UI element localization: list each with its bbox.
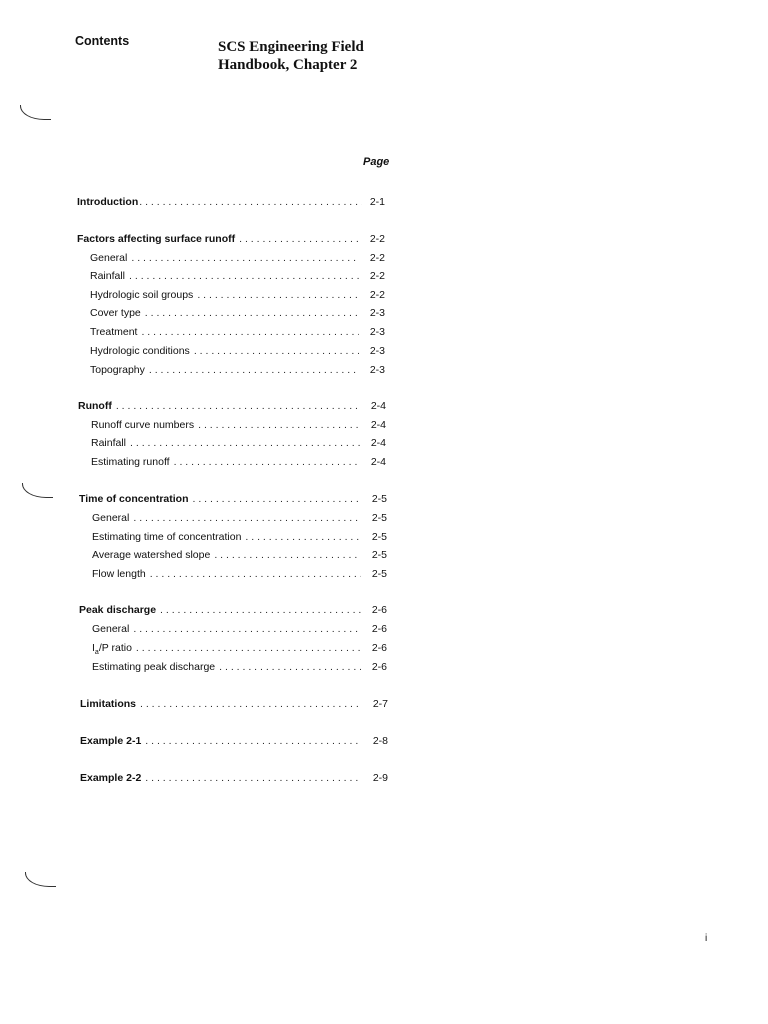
toc-entry-label: Hydrologic soil groups — [90, 289, 194, 301]
toc-entry-page: 2-5 — [371, 549, 387, 561]
toc-subsection-row — [92, 641, 387, 655]
page-folio: i — [705, 933, 708, 944]
dot-leader — [219, 660, 361, 674]
toc-entry-page: 2-1 — [369, 196, 385, 208]
dot-leader — [116, 399, 360, 413]
document-title-line-2: Handbook, Chapter 2 — [218, 57, 358, 73]
toc-subsection-row — [92, 511, 387, 525]
dot-leader — [149, 363, 359, 377]
dot-leader — [145, 771, 362, 785]
dot-leader — [245, 530, 361, 544]
toc-subsection-row — [92, 530, 387, 544]
toc-entry-page: 2-9 — [372, 772, 388, 784]
toc-entry-label: Cover type — [90, 307, 141, 319]
dot-leader — [130, 436, 360, 450]
toc-section-row — [79, 492, 387, 506]
toc-entry-page: 2-3 — [369, 326, 385, 338]
toc-subsection-row — [91, 455, 386, 469]
toc-entry-label: Estimating time of concentration — [92, 531, 242, 543]
toc-entry-page: 2-3 — [369, 307, 385, 319]
toc-entry-label: Hydrologic conditions — [90, 345, 190, 357]
toc-entry-label: General — [92, 512, 130, 524]
toc-subsection-row — [90, 306, 385, 320]
toc-entry-page: 2-8 — [372, 735, 388, 747]
dot-leader — [131, 251, 359, 265]
toc-subsection-row — [90, 344, 385, 358]
toc-entry-label: General — [92, 623, 130, 635]
dot-leader — [145, 734, 362, 748]
dot-leader — [239, 232, 359, 246]
toc-entry-label: Estimating peak discharge — [92, 661, 216, 673]
toc-entry-label: General — [90, 252, 128, 264]
toc-entry-label: Estimating runoff — [91, 456, 170, 468]
toc-entry-page: 2-4 — [370, 419, 386, 431]
toc-section-row — [80, 734, 388, 748]
dot-leader — [214, 548, 361, 562]
dot-leader — [145, 306, 359, 320]
dot-leader — [194, 344, 359, 358]
toc-entry-label: Limitations — [80, 698, 137, 710]
toc-entry-label: Topography — [90, 364, 145, 376]
dot-leader — [136, 641, 361, 655]
toc-subsection-row — [92, 567, 387, 581]
toc-entry-label: Flow length — [92, 568, 146, 580]
toc-entry-label: Runoff — [78, 400, 112, 412]
toc-entry-page: 2-5 — [371, 568, 387, 580]
dot-leader — [141, 325, 359, 339]
dot-leader — [150, 567, 361, 581]
toc-entry-label: Introduction — [77, 196, 139, 208]
toc-subsection-row — [90, 325, 385, 339]
toc-entry-label: Average watershed slope — [92, 549, 211, 561]
toc-subsection-row — [92, 622, 387, 636]
toc-entry-label: $I_a/P$ ratio — [92, 642, 132, 657]
toc-entry-label: Example 2-2 — [80, 772, 142, 784]
toc-entry-page: 2-2 — [369, 233, 385, 245]
toc-subsection-row — [90, 363, 385, 377]
contents-label: Contents — [75, 34, 130, 48]
toc-entry-page: 2-6 — [371, 642, 387, 654]
dot-leader — [197, 288, 359, 302]
toc-subsection-row — [92, 548, 387, 562]
toc-entry-page: 2-6 — [371, 661, 387, 673]
toc-section-row — [79, 603, 387, 617]
toc-entry-label: Treatment — [90, 326, 138, 338]
toc-entry-page: 2-3 — [369, 345, 385, 357]
dot-leader — [140, 697, 362, 711]
toc-entry-page: 2-6 — [371, 604, 387, 616]
toc-section-row — [80, 697, 388, 711]
page-column-label: Page — [363, 156, 390, 168]
dot-leader — [129, 269, 359, 283]
toc-entry-page: 2-5 — [371, 512, 387, 524]
toc-entry-page: 2-5 — [371, 531, 387, 543]
toc-section-row — [77, 232, 385, 246]
toc-entry-label: Example 2-1 — [80, 735, 142, 747]
toc-entry-page: 2-2 — [369, 289, 385, 301]
toc-entry-page: 2-3 — [369, 364, 385, 376]
toc-subsection-row — [90, 269, 385, 283]
toc-entry-label: Rainfall — [90, 270, 126, 282]
toc-subsection-row — [91, 436, 386, 450]
toc-entry-page: 2-2 — [369, 252, 385, 264]
document-title-line-1: SCS Engineering Field — [218, 39, 364, 55]
dot-leader — [174, 455, 360, 469]
toc-subsection-row — [90, 288, 385, 302]
toc-entry-label: Peak discharge — [79, 604, 157, 616]
dot-leader — [133, 511, 361, 525]
toc-section-row — [80, 771, 388, 785]
toc-entry-label: Factors affecting surface runoff — [77, 233, 236, 245]
toc-subsection-row — [91, 418, 386, 432]
dot-leader — [198, 418, 360, 432]
toc-entry-label: Runoff curve numbers — [91, 419, 195, 431]
toc-section-row — [78, 399, 386, 413]
dot-leader — [193, 492, 362, 506]
toc-entry-page: 2-5 — [371, 493, 387, 505]
toc-entry-page: 2-4 — [370, 456, 386, 468]
toc-entry-page: 2-4 — [370, 437, 386, 449]
toc-subsection-row — [90, 251, 385, 265]
toc-section-row — [77, 195, 385, 209]
dot-leader — [133, 622, 361, 636]
toc-entry-label: Rainfall — [91, 437, 127, 449]
dot-leader — [139, 195, 362, 209]
toc-subsection-row — [92, 660, 387, 674]
toc-entry-page: 2-2 — [369, 270, 385, 282]
toc-entry-label: Time of concentration — [79, 493, 189, 505]
toc-entry-page: 2-7 — [372, 698, 388, 710]
dot-leader — [160, 603, 361, 617]
toc-entry-page: 2-6 — [371, 623, 387, 635]
toc-entry-page: 2-4 — [370, 400, 386, 412]
